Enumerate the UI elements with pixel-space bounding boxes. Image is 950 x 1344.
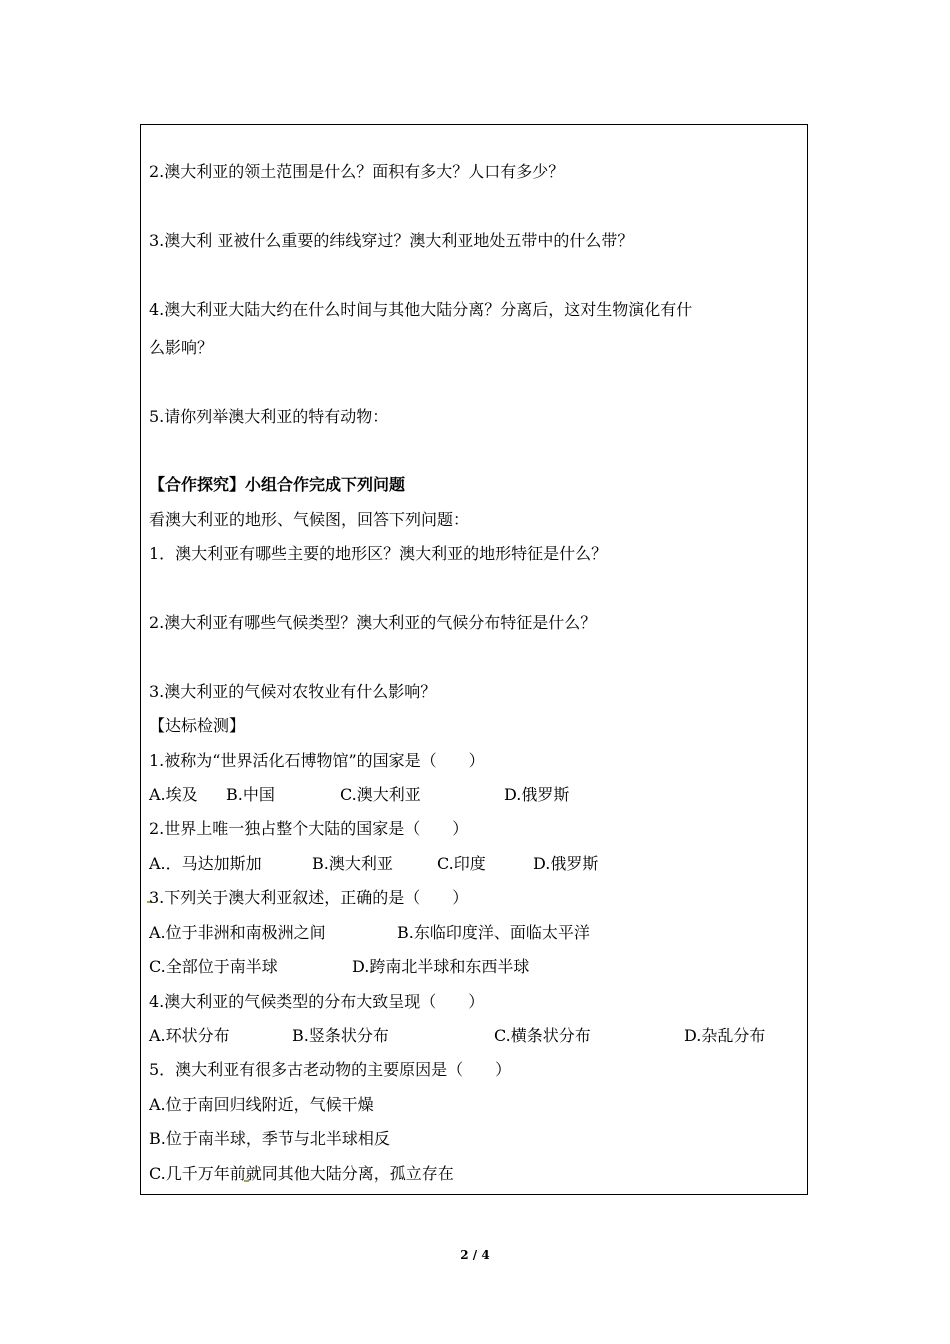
question-2: 2.澳大利亚的领土范围是什么？面积有多大？人口有多少？ <box>149 162 565 181</box>
cooperative-question-1: 1．澳大利亚有哪些主要的地形区？澳大利亚的地形特征是什么？ <box>149 544 608 563</box>
test-4-option-c: C.横条状分布 <box>494 1026 591 1045</box>
test-4-option-d: D.杂乱分布 <box>684 1026 766 1045</box>
test-3-option-a: A.位于非洲和南极洲之间 <box>149 923 326 942</box>
cooperative-question-2: 2.澳大利亚有哪些气候类型？澳大利亚的气候分布特征是什么？ <box>149 613 597 632</box>
test-3-option-b: B.东临印度洋、面临太平洋 <box>397 923 590 942</box>
assessment-heading: 【达标检测】 <box>149 716 246 735</box>
test-1-option-c: C.澳大利亚 <box>340 785 421 804</box>
test-question-5: 5．澳大利亚有很多古老动物的主要原因是（ ） <box>149 1060 512 1079</box>
test-2-option-c: C.印度 <box>437 854 486 873</box>
page-number: 2 / 4 <box>460 1248 490 1262</box>
test-5-option-c: C.几千万年前就同其他大陆分离，孤立存在 <box>149 1164 454 1183</box>
test-4-option-b: B.竖条状分布 <box>292 1026 389 1045</box>
cooperative-question-3: 3.澳大利亚的气候对农牧业有什么影响？ <box>149 682 437 701</box>
test-question-3: 3.下列关于澳大利亚叙述，正确的是（ ） <box>149 888 469 907</box>
test-1-option-d: D.俄罗斯 <box>504 785 570 804</box>
test-2-option-a: A.．马达加斯加 <box>149 854 262 873</box>
question-4-line-2: 么影响？ <box>149 338 214 357</box>
question-5: 5.请你列举澳大利亚的特有动物： <box>149 407 389 426</box>
test-1-option-b: B.中国 <box>226 785 275 804</box>
test-2-option-b: B.澳大利亚 <box>312 854 393 873</box>
question-3: 3.澳大利 亚被什么重要的纬线穿过？澳大利亚地处五带中的什么带？ <box>149 231 634 250</box>
test-question-4: 4.澳大利亚的气候类型的分布大致呈现（ ） <box>149 992 485 1011</box>
test-5-option-a: A.位于南回归线附近，气候干燥 <box>149 1095 374 1114</box>
cooperative-inquiry-heading: 【合作探究】小组合作完成下列问题 <box>149 475 406 494</box>
test-question-2: 2.世界上唯一独占整个大陆的国家是（ ） <box>149 819 469 838</box>
question-4-line-1: 4.澳大利亚大陆大约在什么时间与其他大陆分离？分离后，这对生物演化有什 <box>149 300 693 319</box>
test-5-option-b: B.位于南半球，季节与北半球相反 <box>149 1129 390 1148</box>
cooperative-intro: 看澳大利亚的地形、气候图，回答下列问题： <box>149 510 470 529</box>
test-3-option-c: C.全部位于南半球 <box>149 957 278 976</box>
test-question-1: 1.被称为“世界活化石博物馆”的国家是（ ） <box>149 751 485 770</box>
test-4-option-a: A.环状分布 <box>149 1026 230 1045</box>
test-3-option-d: D.跨南北半球和东西半球 <box>352 957 530 976</box>
test-1-option-a: A.埃及 <box>149 785 198 804</box>
test-2-option-d: D.俄罗斯 <box>533 854 599 873</box>
